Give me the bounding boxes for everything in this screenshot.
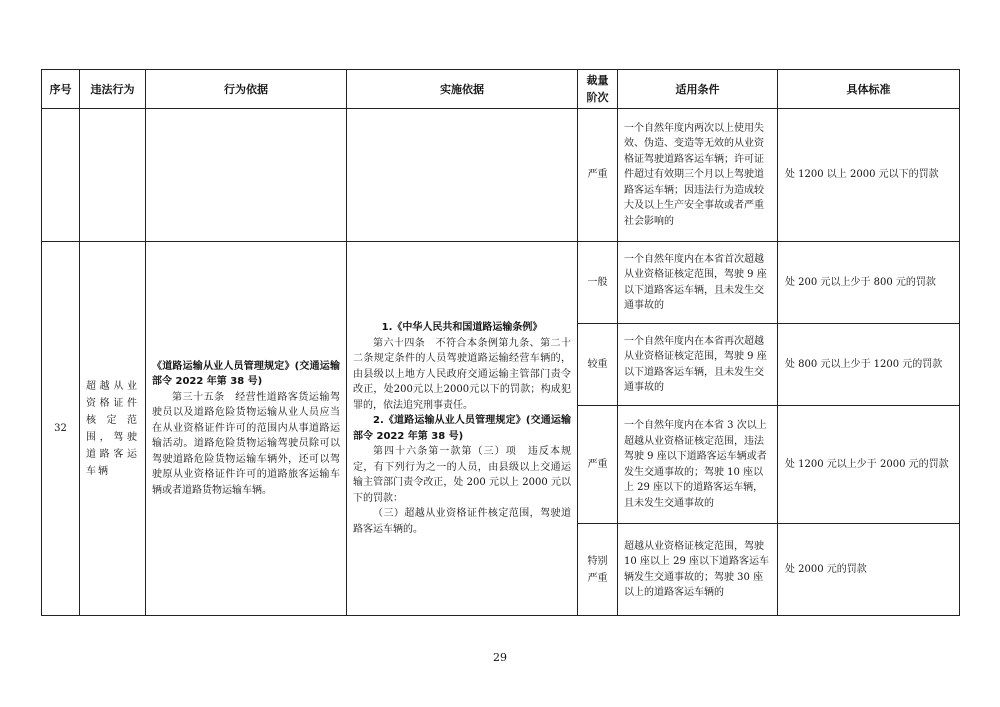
- empty-cell: [80, 109, 146, 242]
- header-no: 序号: [42, 70, 80, 109]
- implementation-text-3: （三）超越从业资格证件核定范围，驾驶道路客运车辆的。: [353, 508, 571, 535]
- empty-cell: [146, 109, 347, 242]
- violation-cell: 超越从业资格证件核定范围，驾驶道路客运车辆: [80, 242, 146, 616]
- standard-cell: 处 1200 以上 2000 元以下的罚款: [778, 109, 960, 242]
- standard-cell: 处 800 元以上少于 1200 元的罚款: [778, 324, 960, 406]
- standard-cell: 处 1200 元以上少于 2000 元的罚款: [778, 406, 960, 524]
- condition-cell: 一个自然年度内两次以上使用失效、伪造、变造等无效的从业资格证驾驶道路客运车辆；许可证件超过有效期三个月以上驾驶道路客运车辆；因违法行为造成较大及以上生产安全事故或者严重社会影响的: [618, 109, 778, 242]
- header-level: 裁量 阶次: [578, 70, 618, 109]
- standard-cell: 处 2000 元的罚款: [778, 524, 960, 616]
- implementation-text-1: 第六十四条 不符合本条例第九条、第二十二条规定条件的人员驾驶道路运输经营车辆的，由县级以上地方人民政府交通运输主管部门责令改正，处200元以上2000元以下的罚款；构成犯罪的，依法追究刑事责任。: [353, 337, 571, 411]
- continued-row: [42, 109, 960, 242]
- condition-cell: 一个自然年度内在本省首次超越从业资格证核定范围，驾驶 9 座以下道路客运车辆，且未发生交通事故的: [618, 242, 778, 324]
- page-number: 29: [493, 651, 507, 664]
- condition-cell: 超越从业资格证核定范围，驾驶 10 座以上 29 座以下道路客运车辆发生交通事故的；驾驶 30 座以上的道路客运车辆的: [618, 524, 778, 616]
- header-standard: 具体标准: [778, 70, 960, 109]
- implementation-cell: [347, 242, 578, 616]
- header-basis: 行为依据: [146, 70, 347, 109]
- penalty-table: [41, 69, 960, 616]
- implementation-title-1: 1.《中华人民共和国道路运输条例》: [381, 322, 543, 333]
- row-32-level-1: [42, 242, 960, 324]
- empty-cell: [347, 109, 578, 242]
- empty-cell: [42, 109, 80, 242]
- basis-text: 第三十五条 经营性道路客货运输驾驶员以及道路危险货物运输从业人员应当在从业资格证件许可的范围内从事道路运输活动。道路危险货物运输驾驶员除可以驾驶道路危险货物运输车辆外，还可以驾驶原从业资格证件许可的道路旅客运输车辆或者道路货物运输车辆。: [152, 391, 340, 496]
- header-violation: 违法行为: [80, 70, 146, 109]
- row-number: 32: [42, 242, 80, 616]
- level-cell: 严重: [578, 406, 618, 524]
- basis-title: 《道路运输从业人员管理规定》(交通运输部令 2022 年第 38 号): [152, 360, 340, 388]
- condition-cell: 一个自然年度内在本省再次超越从业资格证核定范围，驾驶 9 座以下道路客运车辆，且未发生交通事故的: [618, 324, 778, 406]
- implementation-title-2: 2.《道路运输从业人员管理规定》(交通运输部令 2022 年第 38 号): [353, 415, 571, 442]
- header-condition: 适用条件: [618, 70, 778, 109]
- header-implementation: 实施依据: [347, 70, 578, 109]
- condition-cell: 一个自然年度内在本省 3 次以上超越从业资格证核定范围，违法驾驶 9 座以下道路客运车辆或者发生交通事故的；驾驶 10 座以上 29 座以下的道路客运车辆，且未发生交通事故的: [618, 406, 778, 524]
- level-cell: 严重: [578, 109, 618, 242]
- level-label: 特别严重: [587, 555, 608, 584]
- level-cell: [578, 524, 618, 616]
- implementation-text-2: 第四十六条第一款第（三）项 违反本规定，有下列行为之一的人员，由县级以上交通运输主管部门责令改正，处 200 元以上 2000 元以下的罚款：: [353, 446, 571, 504]
- header-row: [42, 70, 960, 109]
- standard-cell: 处 200 元以上少于 800 元的罚款: [778, 242, 960, 324]
- level-cell: 较重: [578, 324, 618, 406]
- level-cell: 一般: [578, 242, 618, 324]
- basis-cell: [146, 242, 347, 616]
